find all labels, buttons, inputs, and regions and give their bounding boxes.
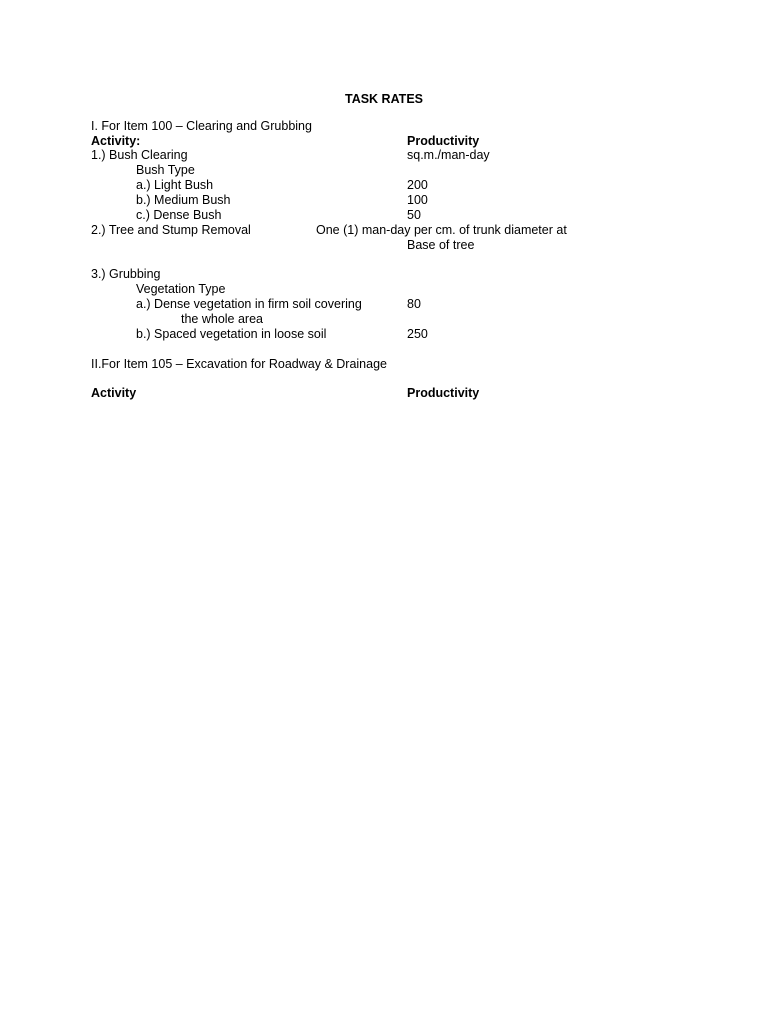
section-2-heading: II.For Item 105 – Excavation for Roadway & Drainage [91,357,387,371]
dense-bush-label: c.) Dense Bush [136,208,222,222]
productivity-header: Productivity [407,134,480,148]
page-title: TASK RATES [344,92,423,106]
vegetation-type-subheading: Vegetation Type [136,282,226,296]
section-2-activity-header: Activity [91,386,137,400]
section-1-heading: I. For Item 100 – Clearing and Grubbing [91,119,312,133]
medium-bush-label: b.) Medium Bush [136,193,231,207]
dense-vegetation-value: 80 [407,297,421,311]
tree-stump-removal-label: 2.) Tree and Stump Removal [91,223,251,237]
dense-vegetation-label: a.) Dense vegetation in firm soil covering [136,297,362,311]
section-2-productivity-header: Productivity [407,386,480,400]
light-bush-value: 200 [407,178,428,192]
spaced-vegetation-label: b.) Spaced vegetation in loose soil [136,327,327,341]
tree-stump-removal-rate-cont: Base of tree [407,238,475,252]
light-bush-label: a.) Light Bush [136,178,214,192]
activity-header: Activity: [91,134,141,148]
dense-vegetation-label-cont: the whole area [181,312,264,326]
medium-bush-value: 100 [407,193,428,207]
productivity-unit: sq.m./man-day [407,148,490,162]
bush-type-subheading: Bush Type [136,163,195,177]
dense-bush-value: 50 [407,208,421,222]
spaced-vegetation-value: 250 [407,327,428,341]
tree-stump-removal-rate: One (1) man-day per cm. of trunk diameter at [316,223,567,237]
bush-clearing-label: 1.) Bush Clearing [91,148,188,162]
grubbing-label: 3.) Grubbing [91,267,161,281]
